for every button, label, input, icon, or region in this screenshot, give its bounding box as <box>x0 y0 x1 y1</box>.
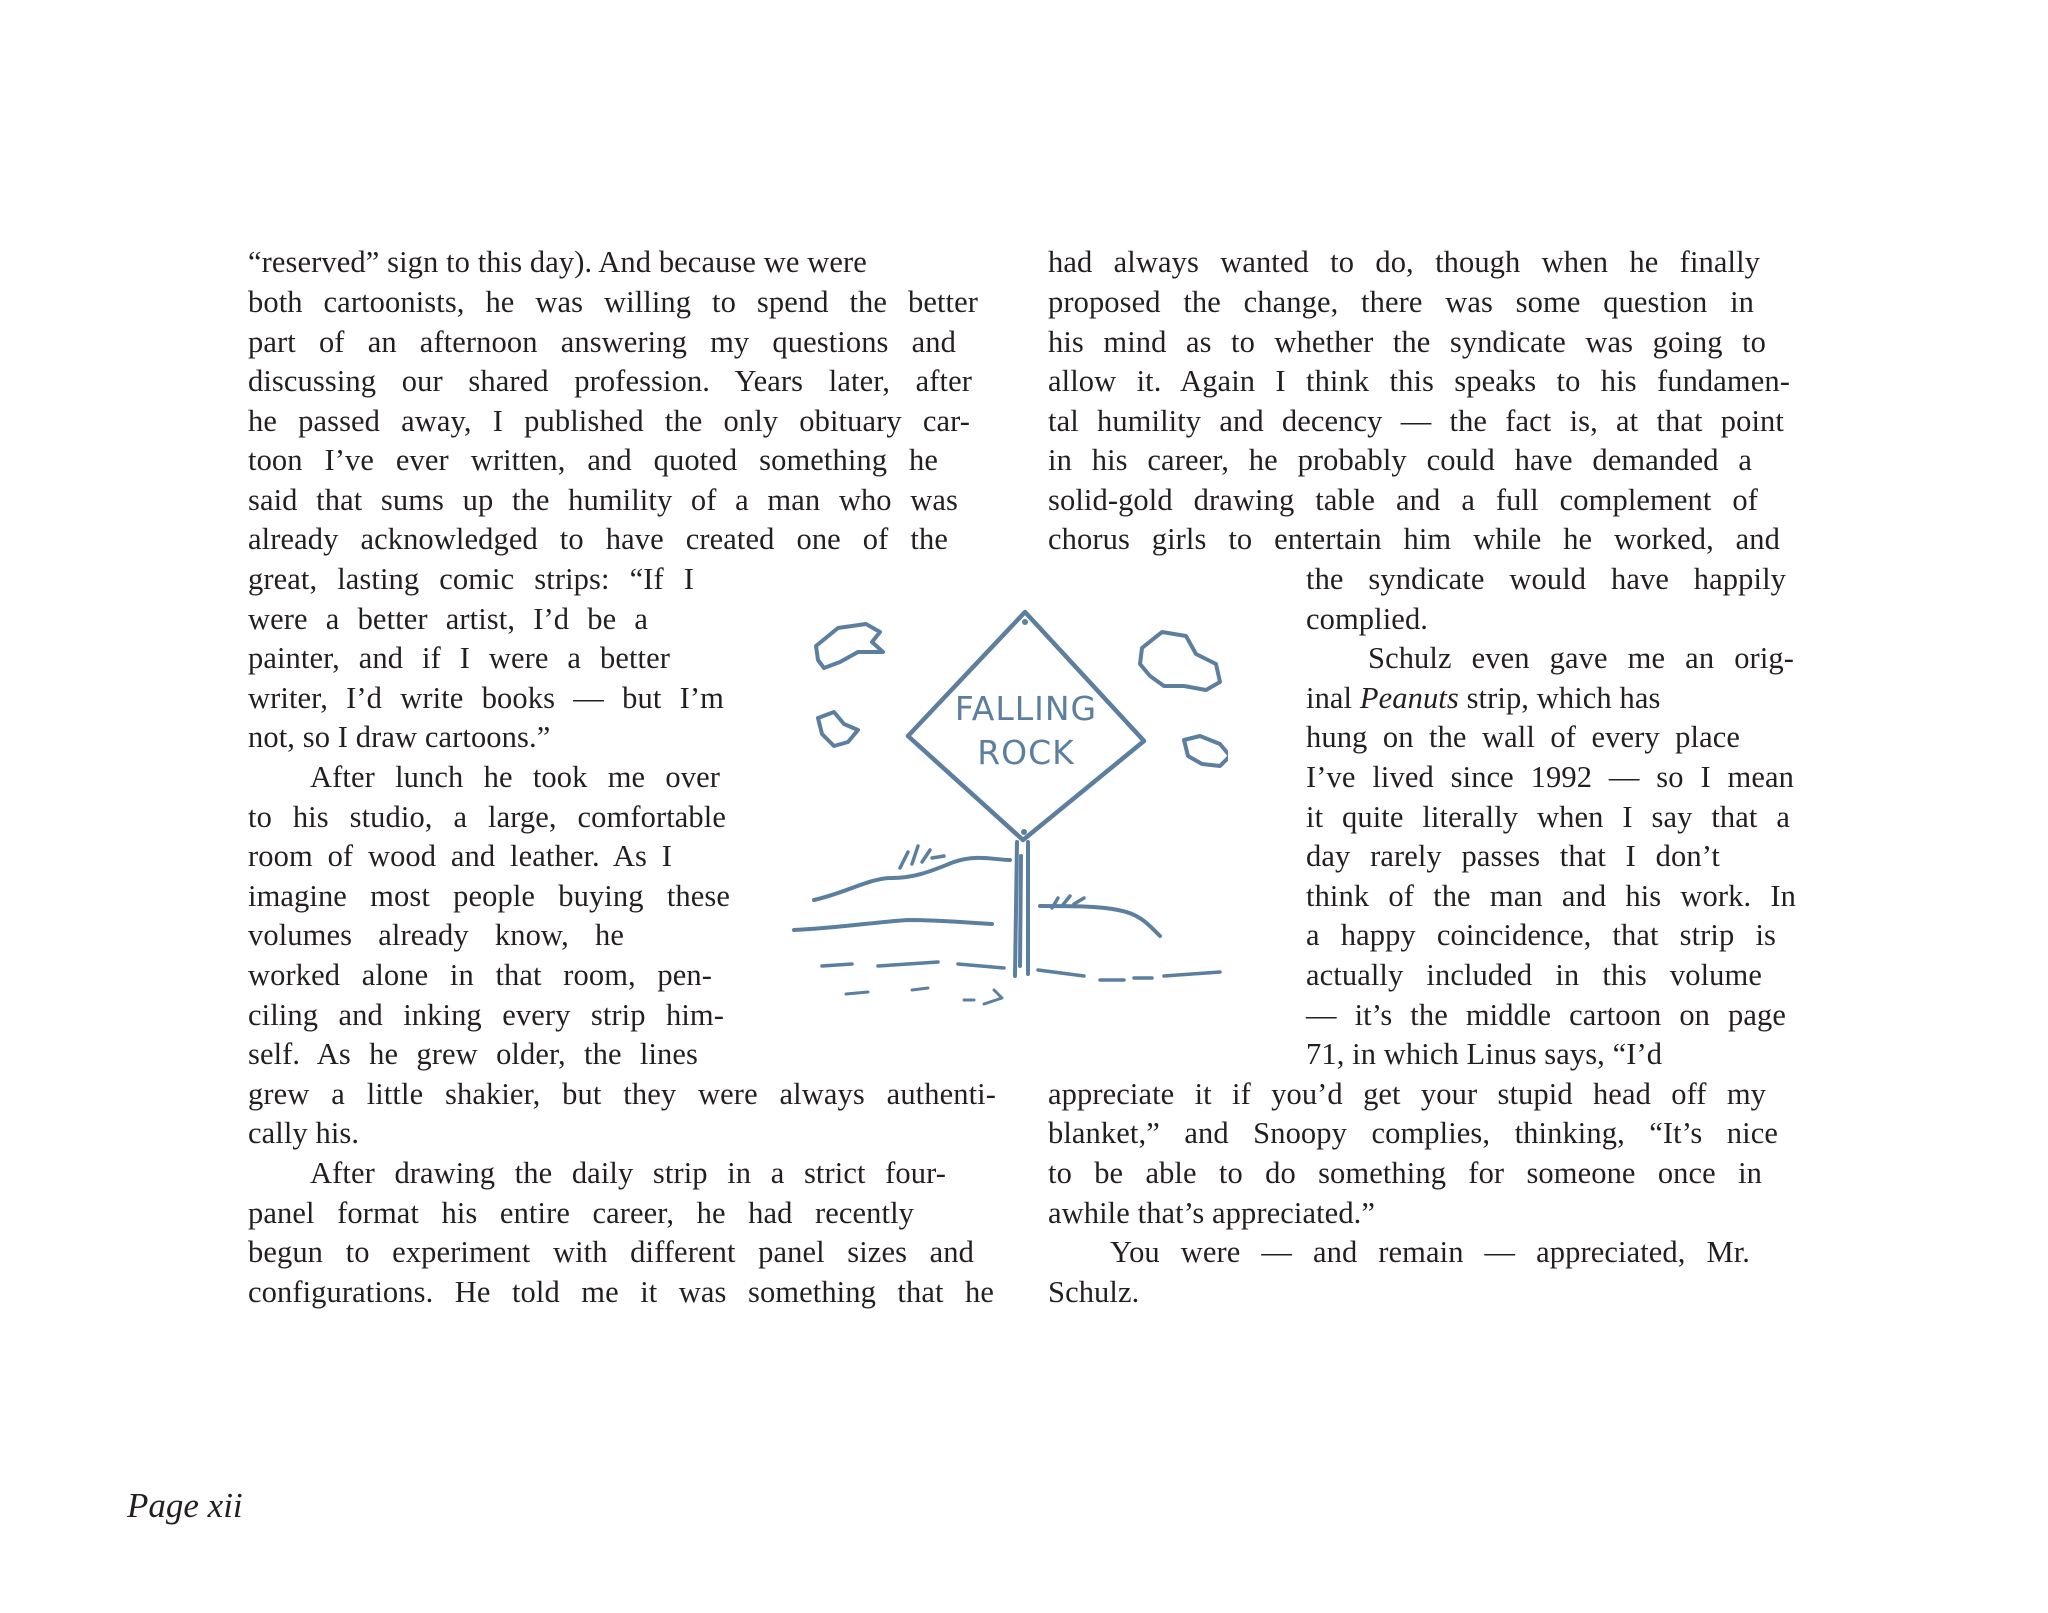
text-line: 71, in which Linus says, “I’d <box>1306 1037 1663 1071</box>
text-line: writer, I’d write books — but I’m <box>248 681 724 715</box>
text-line: Schulz even gave me an orig- <box>1368 641 1794 675</box>
text-line: the syndicate would have happily <box>1306 562 1786 596</box>
sign-bolt-top-icon <box>1023 620 1028 625</box>
page-number: Page xii <box>127 1486 243 1525</box>
sign-line-1-text: FALLING <box>954 689 1098 728</box>
text-line: actually included in this volume <box>1306 958 1762 992</box>
text-line: had always wanted to do, though when he finally <box>1048 245 1760 279</box>
text-line: to be able to do something for someone once in <box>1048 1156 1762 1190</box>
text-line: ciling and inking every strip him- <box>248 998 724 1032</box>
text-line: After lunch he took me over <box>310 760 720 794</box>
sign-post-icon <box>1015 842 1028 976</box>
text-line: complied. <box>1306 602 1429 636</box>
rock-mid-left-icon <box>818 712 858 746</box>
grass-tuft-left-icon <box>900 846 944 868</box>
rock-top-left-icon <box>816 624 883 668</box>
text-line: discussing our shared profession. Years later, after <box>248 364 972 398</box>
text-line: — it’s the middle cartoon on page <box>1306 998 1786 1032</box>
text-line: tal humility and decency — the fact is, at that point <box>1048 404 1784 438</box>
text-line: said that sums up the humility of a man who was <box>248 483 958 517</box>
falling-rock-illustration <box>788 606 1228 1026</box>
text-line: You were — and remain — appreciated, Mr. <box>1110 1235 1750 1269</box>
text-fragment: inal <box>1306 681 1360 715</box>
text-fragment: strip, which has <box>1458 681 1661 715</box>
text-line: part of an afternoon answering my questions and <box>248 325 956 359</box>
sign-ink-group <box>794 612 1228 1004</box>
text-line: a happy coincidence, that strip is <box>1306 918 1776 952</box>
text-line: think of the man and his work. In <box>1306 879 1796 913</box>
text-line: After drawing the daily strip in a strict four- <box>310 1156 946 1190</box>
ground-ridge-right-icon <box>1040 906 1160 936</box>
text-line: to his studio, a large, comfortable <box>248 800 726 834</box>
ground-speck-icon <box>846 988 1002 1004</box>
text-line: appreciate it if you’d get your stupid head off my <box>1048 1077 1766 1111</box>
text-line: already acknowledged to have created one of the <box>248 522 948 556</box>
text-line: begun to experiment with different panel sizes and <box>248 1235 974 1269</box>
text-line: he passed away, I published the only obituary car- <box>248 404 970 438</box>
text-line: “reserved” sign to this day). And because we were <box>248 245 867 279</box>
text-line: volumes already know, he <box>248 918 624 952</box>
text-line: grew a little shakier, but they were always authenti- <box>248 1077 996 1111</box>
text-line: great, lasting comic strips: “If I <box>248 562 694 596</box>
text-line: allow it. Again I think this speaks to his fundamen- <box>1048 364 1790 398</box>
text-line: hung on the wall of every place <box>1306 720 1740 754</box>
text-line: in his career, he probably could have demanded a <box>1048 443 1752 477</box>
falling-rock-drawing <box>788 606 1228 1026</box>
sign-bolt-bottom-icon <box>1022 830 1027 835</box>
text-line: not, so I draw cartoons.” <box>248 720 551 754</box>
text-line: day rarely passes that I don’t <box>1306 839 1720 873</box>
text-line: it quite literally when I say that a <box>1306 800 1790 834</box>
text-line: proposed the change, there was some question in <box>1048 285 1754 319</box>
text-line: his mind as to whether the syndicate was going to <box>1048 325 1766 359</box>
text-line: chorus girls to entertain him while he worked, and <box>1048 522 1780 556</box>
text-line: self. As he grew older, the lines <box>248 1037 698 1071</box>
text-line: cally his. <box>248 1116 360 1150</box>
book-title-italic: Peanuts <box>1359 681 1459 715</box>
ground-lower-icon <box>794 920 992 930</box>
text-line: toon I’ve ever written, and quoted something he <box>248 443 938 477</box>
text-line: panel format his entire career, he had recently <box>248 1196 914 1230</box>
text-line: Schulz. <box>1048 1275 1140 1309</box>
text-line <box>1306 678 1726 718</box>
text-line: worked alone in that room, pen- <box>248 958 712 992</box>
text-line: both cartoonists, he was willing to spend the better <box>248 285 978 319</box>
text-line: room of wood and leather. As I <box>248 839 672 873</box>
text-line: blanket,” and Snoopy complies, thinking, “It’s nice <box>1048 1116 1778 1150</box>
sign-line-2-text: ROCK <box>977 733 1075 772</box>
text-line: imagine most people buying these <box>248 879 730 913</box>
rock-mid-right-icon <box>1184 736 1228 766</box>
text-line: painter, and if I were a better <box>248 641 670 675</box>
text-line: solid-gold drawing table and a full complement of <box>1048 483 1758 517</box>
text-line: awhile that’s appreciated.” <box>1048 1196 1376 1230</box>
text-line: configurations. He told me it was something that he <box>248 1275 994 1309</box>
rock-top-right-icon <box>1140 632 1220 690</box>
text-line: I’ve lived since 1992 — so I mean <box>1306 760 1794 794</box>
text-line: were a better artist, I’d be a <box>248 602 648 636</box>
